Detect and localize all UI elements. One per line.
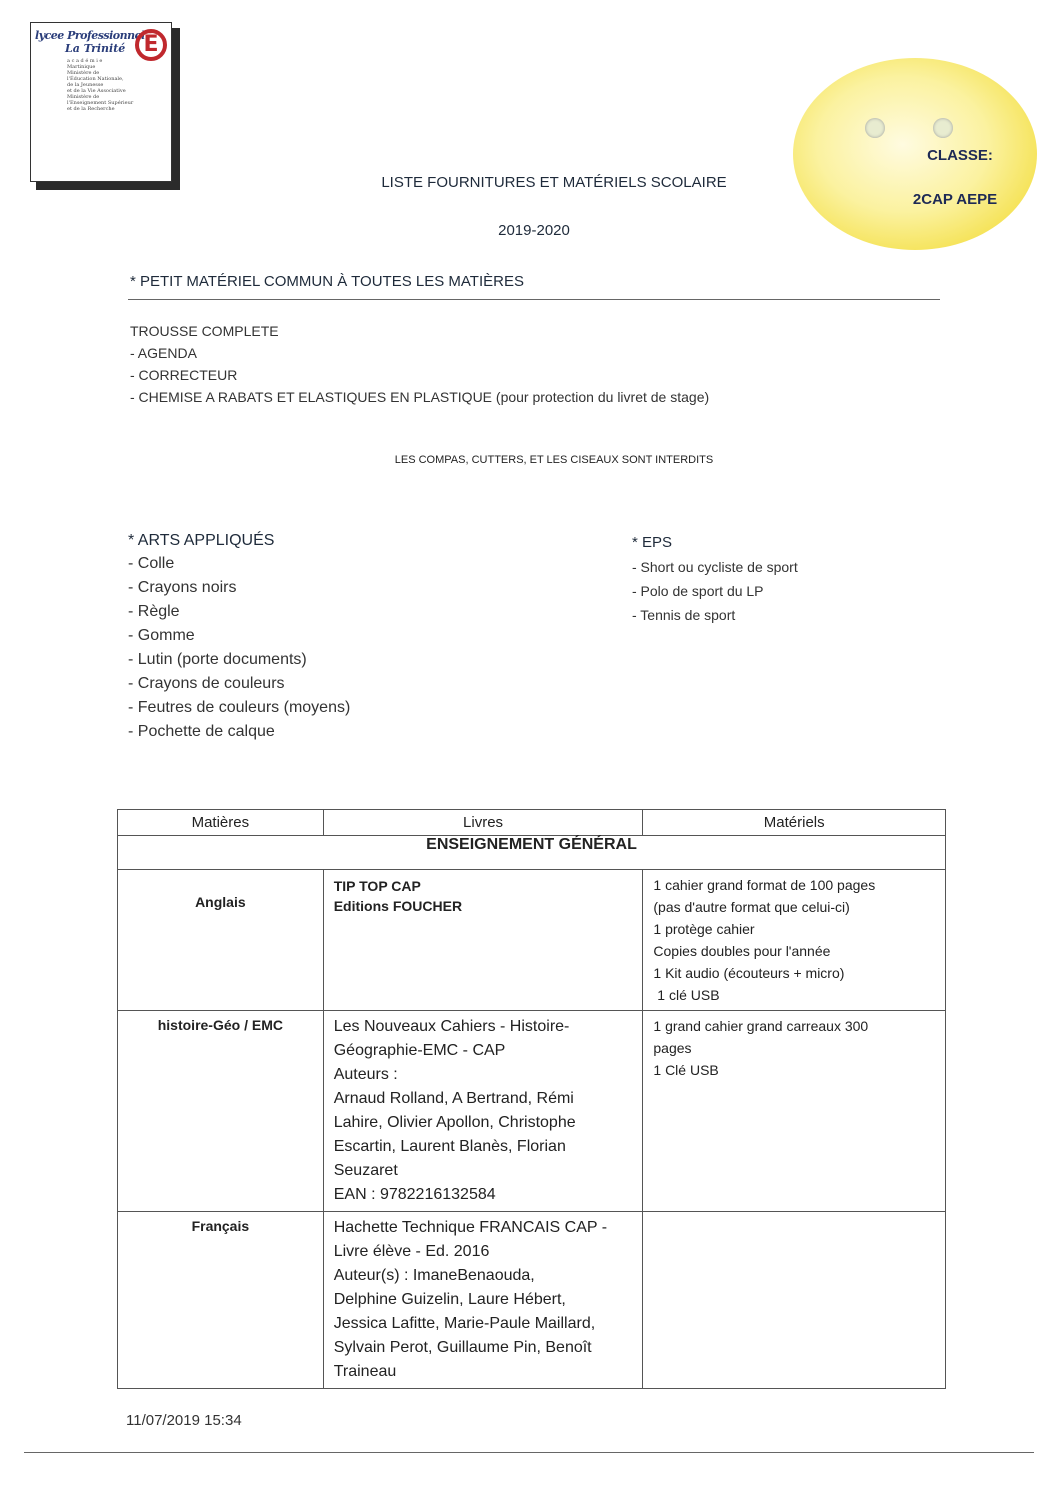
book-line: EAN : 9782216132584	[333, 1186, 496, 1203]
books-cell	[323, 1212, 643, 1389]
book-line: TIP TOP CAP	[333, 878, 421, 894]
common-items-list	[130, 320, 709, 408]
material-line: 1 protège cahier	[653, 921, 755, 937]
logo-line-1: lycee Professionnel	[35, 29, 145, 42]
logo-small-line: Martinique	[67, 64, 96, 70]
list-item: - CHEMISE A RABATS ET ELASTIQUES EN PLASTIQUE (pour protection du livret de stage)	[130, 389, 710, 405]
arts-heading: * ARTS APPLIQUÉS	[128, 532, 275, 549]
book-line: Traineau	[333, 1363, 397, 1380]
books-cell	[323, 1011, 643, 1212]
class-label: CLASSE:	[927, 147, 993, 164]
print-timestamp: 11/07/2019 15:34	[126, 1412, 242, 1429]
arts-list	[128, 552, 350, 744]
list-item: - Short ou cycliste de sport	[632, 559, 798, 575]
bottom-divider	[24, 1452, 1034, 1453]
books-cell	[323, 870, 643, 1011]
material-line: Copies doubles pour l'année	[653, 943, 831, 959]
common-section-heading: * PETIT MATÉRIEL COMMUN À TOUTES LES MATIÈRES	[130, 273, 524, 290]
divider	[128, 299, 940, 300]
book-line: Jessica Lafitte, Marie-Paule Maillard,	[333, 1315, 596, 1332]
materials-cell	[643, 1212, 946, 1389]
book-line: Géographie-EMC - CAP	[333, 1042, 506, 1059]
table-row	[118, 1011, 946, 1212]
school-logo	[30, 22, 172, 182]
logo-small-line: de la Jeunesse	[67, 82, 104, 88]
subject-cell: histoire-Géo / EMC	[118, 1011, 324, 1212]
logo-small-line: l'Enseignement Supérieur	[67, 100, 134, 106]
material-line: (pas d'autre format que celui-ci)	[653, 899, 850, 915]
book-line: Delphine Guizelin, Laure Hébert,	[333, 1291, 566, 1308]
arts-section	[128, 532, 350, 744]
list-item: - Gomme	[128, 627, 195, 644]
material-line: 1 Kit audio (écouteurs + micro)	[653, 965, 845, 981]
list-item: - Pochette de calque	[128, 723, 275, 740]
logo-small-text	[35, 58, 167, 112]
supplies-table	[117, 809, 946, 1389]
list-item: - CORRECTEUR	[130, 367, 238, 383]
column-header-materials: Matériels	[643, 810, 946, 836]
book-line: Auteurs :	[333, 1066, 398, 1083]
subject-cell: Français	[118, 1212, 324, 1389]
book-line: Arnaud Rolland, A Bertrand, Rémi	[333, 1090, 574, 1107]
book-line: Editions FOUCHER	[333, 898, 463, 914]
material-line: 1 grand cahier grand carreaux 300	[653, 1018, 869, 1034]
book-line: Seuzaret	[333, 1162, 398, 1179]
column-header-subjects: Matières	[118, 810, 324, 836]
school-year: 2019-2020	[498, 222, 570, 239]
list-item: - Tennis de sport	[632, 607, 736, 623]
list-item: - Crayons noirs	[128, 579, 237, 596]
list-item: - Feutres de couleurs (moyens)	[128, 699, 351, 716]
column-header-books: Livres	[323, 810, 643, 836]
forbidden-items-notice: LES COMPAS, CUTTERS, ET LES CISEAUX SONT INTERDITS	[394, 454, 714, 466]
material-line: pages	[653, 1040, 692, 1056]
book-line: Sylvain Perot, Guillaume Pin, Benoît	[333, 1339, 592, 1356]
book-line: Lahire, Olivier Apollon, Christophe	[333, 1114, 576, 1131]
book-line: Escartin, Laurent Blanès, Florian	[333, 1138, 566, 1155]
logo-small-line: et de la Recherche	[67, 106, 115, 112]
list-item: - Crayons de couleurs	[128, 675, 285, 692]
material-line: 1 cahier grand format de 100 pages	[653, 877, 876, 893]
materials-cell	[643, 1011, 946, 1212]
badge-eye-icon	[933, 118, 953, 138]
book-line: Livre élève - Ed. 2016	[333, 1243, 490, 1260]
material-line: 1 Clé USB	[653, 1062, 719, 1078]
badge-eye-icon	[865, 118, 885, 138]
table-row	[118, 1212, 946, 1389]
logo-small-line: a c a d é m i e	[67, 58, 103, 64]
eps-heading: * EPS	[632, 534, 673, 551]
table-row	[118, 870, 946, 1011]
class-value: 2CAP AEPE	[912, 191, 998, 208]
subject-cell: Anglais	[118, 870, 324, 1011]
book-line: Auteur(s) : ImaneBenaouda,	[333, 1267, 535, 1284]
book-line: Les Nouveaux Cahiers - Histoire-	[333, 1018, 570, 1035]
list-item: - Lutin (porte documents)	[128, 651, 307, 668]
table-section-row	[118, 836, 946, 870]
book-line: Hachette Technique FRANCAIS CAP -	[333, 1219, 608, 1236]
list-item: - AGENDA	[130, 345, 197, 361]
logo-small-line: l'Éducation Nationale,	[67, 76, 124, 82]
table-header-row	[118, 810, 946, 836]
logo-line-2: La Trinité	[65, 42, 126, 55]
page-title: LISTE FOURNITURES ET MATÉRIELS SCOLAIRE	[381, 174, 727, 191]
eps-list	[632, 555, 798, 627]
material-line: 1 clé USB	[653, 987, 720, 1003]
list-item: TROUSSE COMPLETE	[130, 323, 279, 339]
list-item: - Règle	[128, 603, 180, 620]
section-title: ENSEIGNEMENT GÉNÉRAL	[118, 836, 946, 870]
eps-section	[632, 534, 798, 627]
list-item: - Colle	[128, 555, 175, 572]
logo-small-line: Ministère de	[67, 70, 100, 76]
list-item: - Polo de sport du LP	[632, 583, 764, 599]
logo-small-line: Ministère de	[67, 94, 100, 100]
education-emblem-icon: É	[135, 29, 167, 61]
logo-small-line: et de la Vie Associative	[67, 88, 126, 94]
materials-cell	[643, 870, 946, 1011]
